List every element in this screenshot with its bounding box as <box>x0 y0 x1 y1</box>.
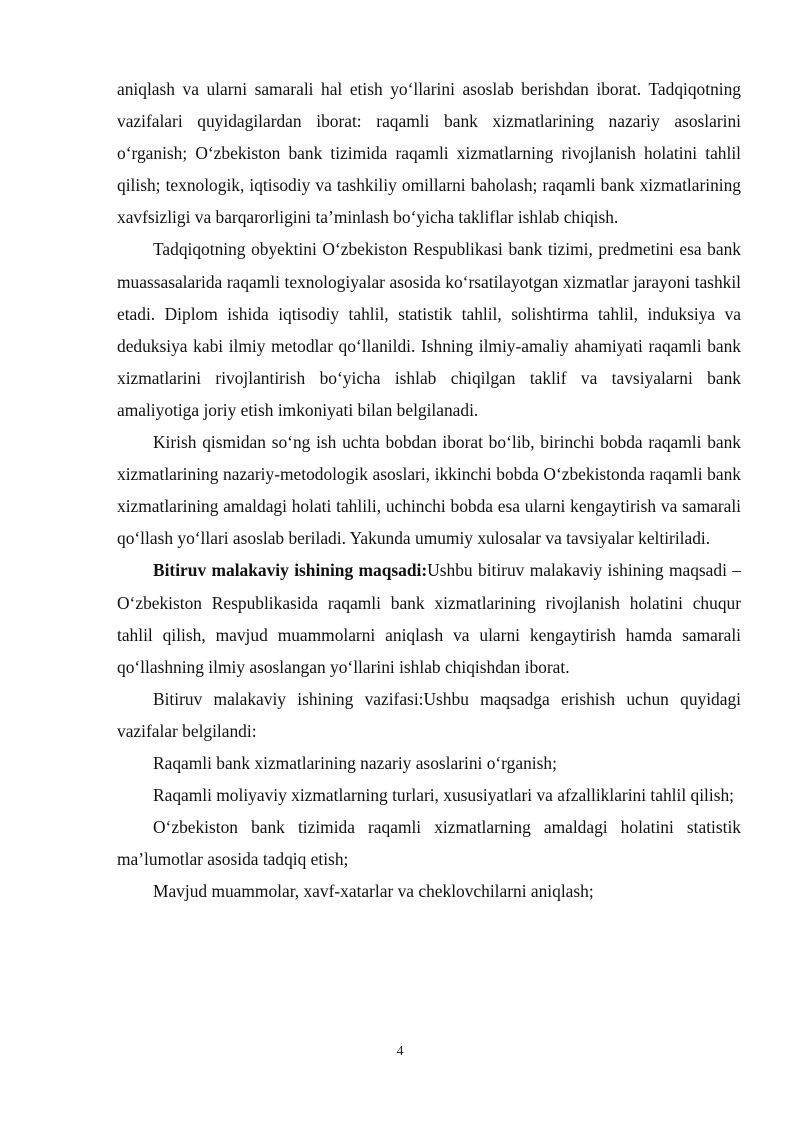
page-body <box>117 73 741 907</box>
task-item-4: Mavjud muammolar, xavf-xatarlar va cheklovchilarni aniqlash; <box>153 881 594 902</box>
paragraph-goal <box>117 554 741 682</box>
paragraph-structure: Kirish qismidan so‘ng ish uchta bobdan iborat bo‘lib, birinchi bobda raqamli bank xizmatlarining nazariy-metodologik asoslari, ikkinchi bobda O‘zbekistonda raqamli bank xizmatlarining amaldagi holati tahlili, uchinchi bobda esa ularni kengaytirish va samarali qo‘llash yo‘llari asoslab beriladi. Yakunda umumiy xulosalar va tavsiyalar keltiriladi. <box>117 432 741 549</box>
page-number: 4 <box>396 1044 404 1059</box>
paragraph-tasks-intro: Bitiruv malakaviy ishining vazifasi:Ushbu maqsadga erishish uchun quyidagi vazifalar belgilandi: <box>117 688 741 741</box>
paragraph-continuation: aniqlash va ularni samarali hal etish yo‘llarini asoslab berishdan iborat. Tadqiqotning vazifalari quyidagilardan iborat: raqamli bank xizmatlarining nazariy asoslarini o‘rganish; O‘zbekiston bank tizimida raqamli xizmatlarning rivojlanish holatini tahlil qilish; texnologik, iqtisodiy va tashkiliy omillarni baholash; raqamli bank xizmatlarining xavfsizligi va barqarorligini ta’minlash bo‘yicha takliflar ishlab chiqish. <box>117 79 741 228</box>
task-item-2: Raqamli moliyaviy xizmatlarning turlari, xususiyatlari va afzalliklarini tahlil qilish; <box>153 785 734 806</box>
goal-label: Bitiruv malakaviy ishining maqsadi: <box>153 560 428 581</box>
paragraph-research-object: Tadqiqotning obyektini O‘zbekiston Respublikasi bank tizimi, predmetini esa bank muassasalarida raqamli texnologiyalar asosida ko‘rsatilayotgan xizmatlar jarayoni tashkil etadi. Diplom ishida iqtisodiy tahlil, statistik tahlil, solishtirma tahlil, induksiya va deduksiya kabi ilmiy metodlar qo‘llanildi. Ishning ilmiy-amaliy ahamiyati raqamli bank xizmatlarini rivojlantirish bo‘yicha ishlab chiqilgan taklif va tavsiyalarni bank amaliyotiga joriy etish imkoniyati bilan belgilanadi. <box>117 239 741 420</box>
goal-text: Ushbu bitiruv malakaviy ishining maqsadi – O‘zbekiston Respublikasida raqamli bank xizmatlarining rivojlanish holatini chuqur tahlil qilish, mavjud muammolarni aniqlash va ularni kengaytirish hamda samarali qo‘llashning ilmiy asoslangan yo‘llarini ishlab chiqishdan iborat. <box>117 560 741 677</box>
task-item-3: O‘zbekiston bank tizimida raqamli xizmatlarning amaldagi holatini statistik ma’lumotlar asosida tadqiq etish; <box>117 817 741 870</box>
task-item-1: Raqamli bank xizmatlarining nazariy asoslarini o‘rganish; <box>153 752 557 773</box>
